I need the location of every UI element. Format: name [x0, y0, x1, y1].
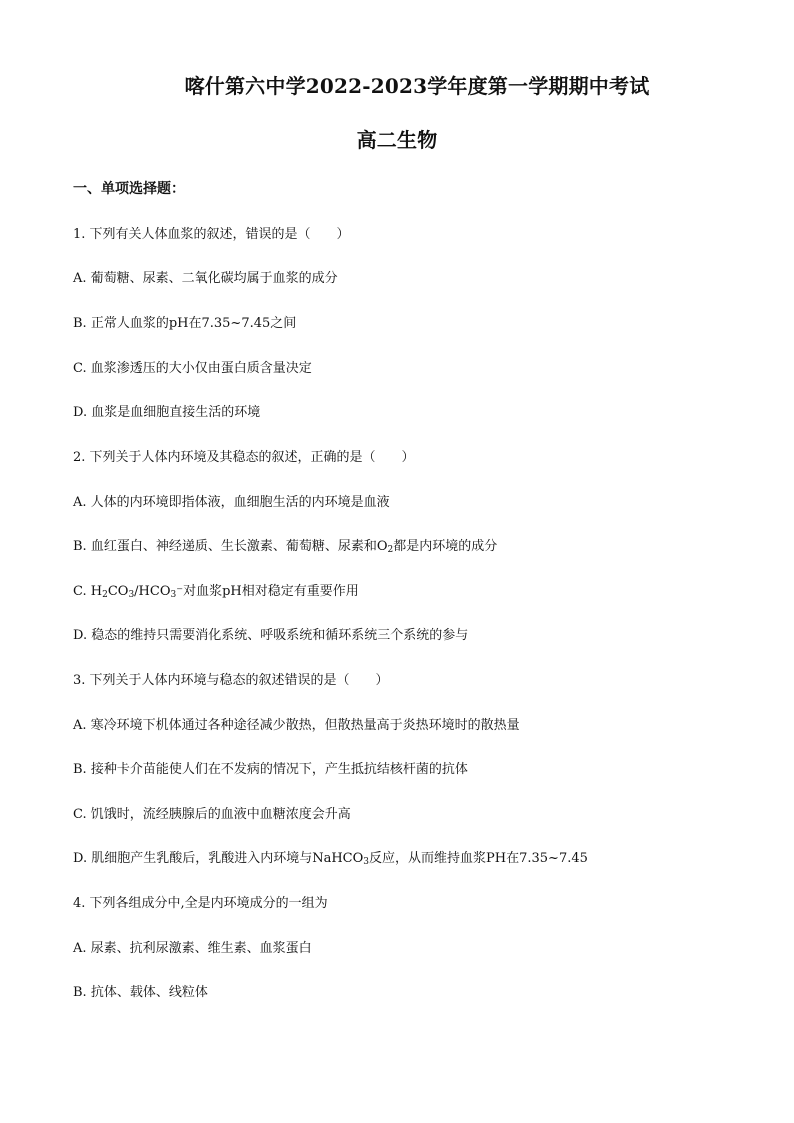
question-4-option-a: A. 尿素、抗利尿激素、维生素、血浆蛋白 — [73, 941, 312, 956]
subscript: 3 — [170, 590, 177, 600]
question-1-option-c: C. 血浆渗透压的大小仅由蛋白质含量决定 — [73, 361, 312, 376]
option-text: 都是内环境的成分 — [393, 539, 498, 554]
question-3-option-d — [73, 847, 588, 867]
question-3-stem: 3. 下列关于人体内环境与稳态的叙述错误的是（ ） — [73, 673, 389, 688]
question-1-option-d: D. 血浆是血细胞直接生活的环境 — [73, 405, 261, 420]
subscript: 3 — [363, 857, 370, 867]
question-3-option-b: B. 接种卡介苗能使人们在不发病的情况下，产生抵抗结核杆菌的抗体 — [73, 762, 468, 777]
question-1-option-a: A. 葡萄糖、尿素、二氧化碳均属于血浆的成分 — [73, 271, 338, 286]
option-text: /HCO — [134, 584, 171, 599]
exam-title: 喀什第六中学2022-2023学年度第一学期期中考试 — [184, 74, 650, 98]
subscript: 2 — [387, 545, 394, 555]
option-text: CO — [107, 584, 129, 599]
exam-subject: 高二生物 — [356, 128, 438, 152]
option-text: 反应，从而维持血浆PH在7.35~7.45 — [369, 851, 588, 866]
question-4-stem: 4. 下列各组成分中,全是内环境成分的一组为 — [73, 896, 328, 911]
question-2-stem: 2. 下列关于人体内环境及其稳态的叙述，正确的是（ ） — [73, 450, 415, 465]
question-3-option-c: C. 饥饿时，流经胰腺后的血液中血糖浓度会升高 — [73, 807, 351, 822]
question-2-option-c — [73, 580, 359, 600]
question-1-option-b: B. 正常人血浆的pH在7.35~7.45之间 — [73, 316, 297, 331]
question-2-option-b — [73, 535, 497, 555]
option-text: C. H — [73, 584, 103, 599]
question-2-option-a: A. 人体的内环境即指体液，血细胞生活的内环境是血液 — [73, 495, 390, 510]
option-text: D. 肌细胞产生乳酸后，乳酸进入内环境与NaHCO — [73, 851, 364, 866]
option-text: ⁻对血浆pH相对稳定有重要作用 — [176, 584, 359, 599]
question-4-option-b: B. 抗体、载体、线粒体 — [73, 985, 208, 1000]
question-2-option-d: D. 稳态的维持只需要消化系统、呼吸系统和循环系统三个系统的参与 — [73, 628, 469, 643]
subscript: 2 — [102, 590, 108, 600]
question-3-option-a: A. 寒冷环境下机体通过各种途径减少散热，但散热量高于炎热环境时的散热量 — [73, 718, 520, 733]
section-heading: 一、单项选择题： — [73, 181, 185, 197]
subscript: 3 — [128, 590, 135, 600]
option-text: B. 血红蛋白、神经递质、生长激素、葡萄糖、尿素和O — [73, 539, 388, 554]
question-1-stem: 1. 下列有关人体血浆的叙述，错误的是（ ） — [73, 227, 350, 242]
